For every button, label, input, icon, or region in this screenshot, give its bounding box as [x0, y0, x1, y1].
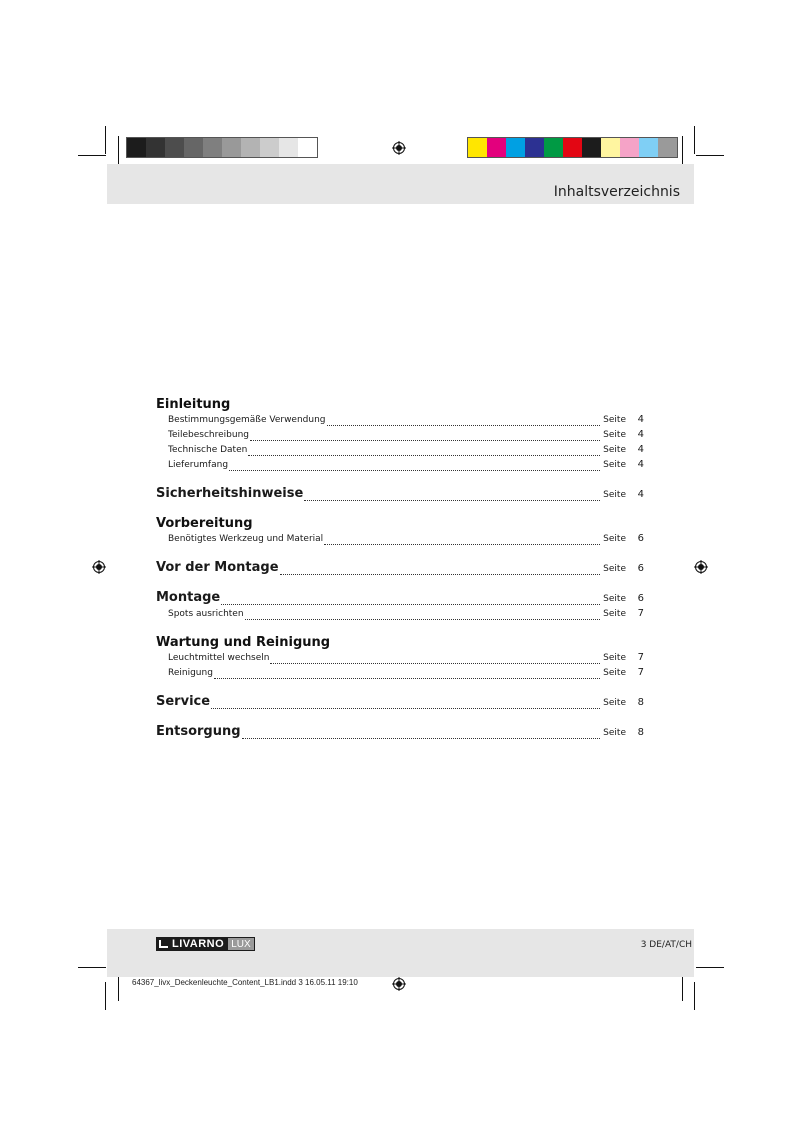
toc-label: Teilebeschreibung: [168, 430, 250, 440]
crop-mark: [682, 973, 683, 1001]
toc-section-title: Wartung und Reinigung: [156, 635, 331, 650]
color-swatch: [525, 138, 544, 157]
dot-leader: [214, 678, 600, 679]
page-number: 7: [637, 608, 644, 619]
crop-mark: [78, 967, 106, 968]
page-number: 6: [637, 533, 644, 544]
toc-section-title: Einleitung: [156, 397, 231, 412]
color-swatch: [487, 138, 506, 157]
dot-leader: [327, 425, 601, 426]
toc-label: Entsorgung: [156, 724, 241, 739]
gray-swatch: [184, 138, 203, 157]
registration-mark-icon: [392, 141, 406, 155]
seite-label: Seite: [603, 564, 626, 574]
logo-sub: LUX: [227, 937, 254, 951]
brand-logo: [156, 937, 255, 951]
toc-entry: [168, 608, 644, 623]
toc-entry: [168, 459, 644, 474]
registration-mark-icon: [92, 560, 106, 574]
seite-label: Seite: [603, 445, 626, 455]
toc-section: [156, 486, 644, 504]
toc-section: [156, 635, 644, 682]
registration-mark-icon: [694, 560, 708, 574]
logo-mark-icon: [159, 940, 168, 948]
logo-main-text: LIVARNO: [172, 938, 225, 950]
dot-leader: [280, 574, 601, 575]
page-number: 8: [637, 697, 644, 708]
toc-label: Lieferumfang: [168, 460, 229, 470]
seite-label: Seite: [603, 668, 626, 678]
toc-section: [156, 590, 644, 623]
toc-section: [156, 516, 644, 548]
registration-mark-icon: [392, 977, 406, 991]
color-swatch: [620, 138, 639, 157]
gray-swatch: [241, 138, 260, 157]
crop-mark: [78, 155, 106, 156]
page-number: 6: [637, 563, 644, 574]
toc-label: Service: [156, 694, 211, 709]
toc-section-title: Vorbereitung: [156, 516, 253, 531]
color-swatch: [544, 138, 563, 157]
toc-entry: [168, 444, 644, 459]
toc-label: Leuchtmittel wechseln: [168, 653, 270, 663]
seite-label: Seite: [603, 653, 626, 663]
crop-mark: [694, 982, 695, 1010]
color-swatch: [468, 138, 487, 157]
seite-label: Seite: [603, 698, 626, 708]
gray-swatch: [279, 138, 298, 157]
toc-entry: [168, 667, 644, 682]
page-code: 3 DE/AT/CH: [640, 940, 692, 950]
seite-label: Seite: [603, 490, 626, 500]
toc-section-row: [156, 560, 644, 578]
crop-mark: [682, 136, 683, 164]
seite-label: Seite: [603, 430, 626, 440]
seite-label: Seite: [603, 594, 626, 604]
toc-label: Technische Daten: [168, 445, 248, 455]
page-number: 4: [637, 414, 644, 425]
crop-mark: [694, 126, 695, 154]
page-number: 4: [637, 429, 644, 440]
crop-mark: [105, 126, 106, 154]
dot-leader: [221, 604, 600, 605]
gray-swatch: [146, 138, 165, 157]
toc-entry: [168, 429, 644, 444]
color-swatch: [582, 138, 601, 157]
crop-mark: [105, 982, 106, 1010]
toc-label: Vor der Montage: [156, 560, 279, 575]
toc-label: Benötigtes Werkzeug und Material: [168, 534, 324, 544]
gray-swatch: [203, 138, 222, 157]
seite-label: Seite: [603, 728, 626, 738]
dot-leader: [250, 440, 600, 441]
gray-swatch: [222, 138, 241, 157]
page-number: 7: [637, 667, 644, 678]
crop-mark: [118, 973, 119, 1001]
crop-mark: [696, 155, 724, 156]
dot-leader: [211, 708, 600, 709]
table-of-contents: [156, 397, 644, 742]
toc-section-row: [156, 590, 644, 608]
toc-entry: [168, 652, 644, 667]
toc-entry: [168, 533, 644, 548]
color-swatch: [658, 138, 677, 157]
crop-mark: [118, 136, 119, 164]
dot-leader: [242, 738, 601, 739]
seite-label: Seite: [603, 460, 626, 470]
toc-label: Spots ausrichten: [168, 609, 244, 619]
dot-leader: [324, 544, 600, 545]
header-band: [107, 164, 694, 204]
seite-label: Seite: [603, 415, 626, 425]
toc-section-row: [156, 486, 644, 504]
gray-swatch: [260, 138, 279, 157]
toc-section: [156, 724, 644, 742]
file-slug: 64367_livx_Deckenleuchte_Content_LB1.indd 3 16.05.11 19:10: [132, 978, 358, 987]
page-number: 8: [637, 727, 644, 738]
seite-label: Seite: [603, 609, 626, 619]
color-swatch: [601, 138, 620, 157]
toc-section-row: [156, 694, 644, 712]
gray-calibration-bar: [126, 137, 318, 158]
crop-mark: [696, 967, 724, 968]
dot-leader: [245, 619, 601, 620]
dot-leader: [270, 663, 600, 664]
gray-swatch: [298, 138, 317, 157]
page-number: 6: [637, 593, 644, 604]
page-title: Inhaltsverzeichnis: [553, 184, 680, 200]
page-number: 4: [637, 459, 644, 470]
toc-section: [156, 694, 644, 712]
logo-main: [156, 937, 227, 951]
toc-section: [156, 397, 644, 474]
color-calibration-bar: [467, 137, 678, 158]
dot-leader: [304, 500, 600, 501]
gray-swatch: [127, 138, 146, 157]
gray-swatch: [165, 138, 184, 157]
toc-entry: [168, 414, 644, 429]
color-swatch: [563, 138, 582, 157]
page-number: 7: [637, 652, 644, 663]
toc-label: Bestimmungsgemäße Verwendung: [168, 415, 326, 425]
toc-label: Reinigung: [168, 668, 213, 678]
toc-label: Sicherheitshinweise: [156, 486, 304, 501]
dot-leader: [229, 470, 600, 471]
color-swatch: [506, 138, 525, 157]
page-number: 4: [637, 444, 644, 455]
color-swatch: [639, 138, 658, 157]
toc-section: [156, 560, 644, 578]
toc-section-row: [156, 724, 644, 742]
dot-leader: [248, 455, 600, 456]
toc-label: Montage: [156, 590, 221, 605]
page-number: 4: [637, 489, 644, 500]
seite-label: Seite: [603, 534, 626, 544]
